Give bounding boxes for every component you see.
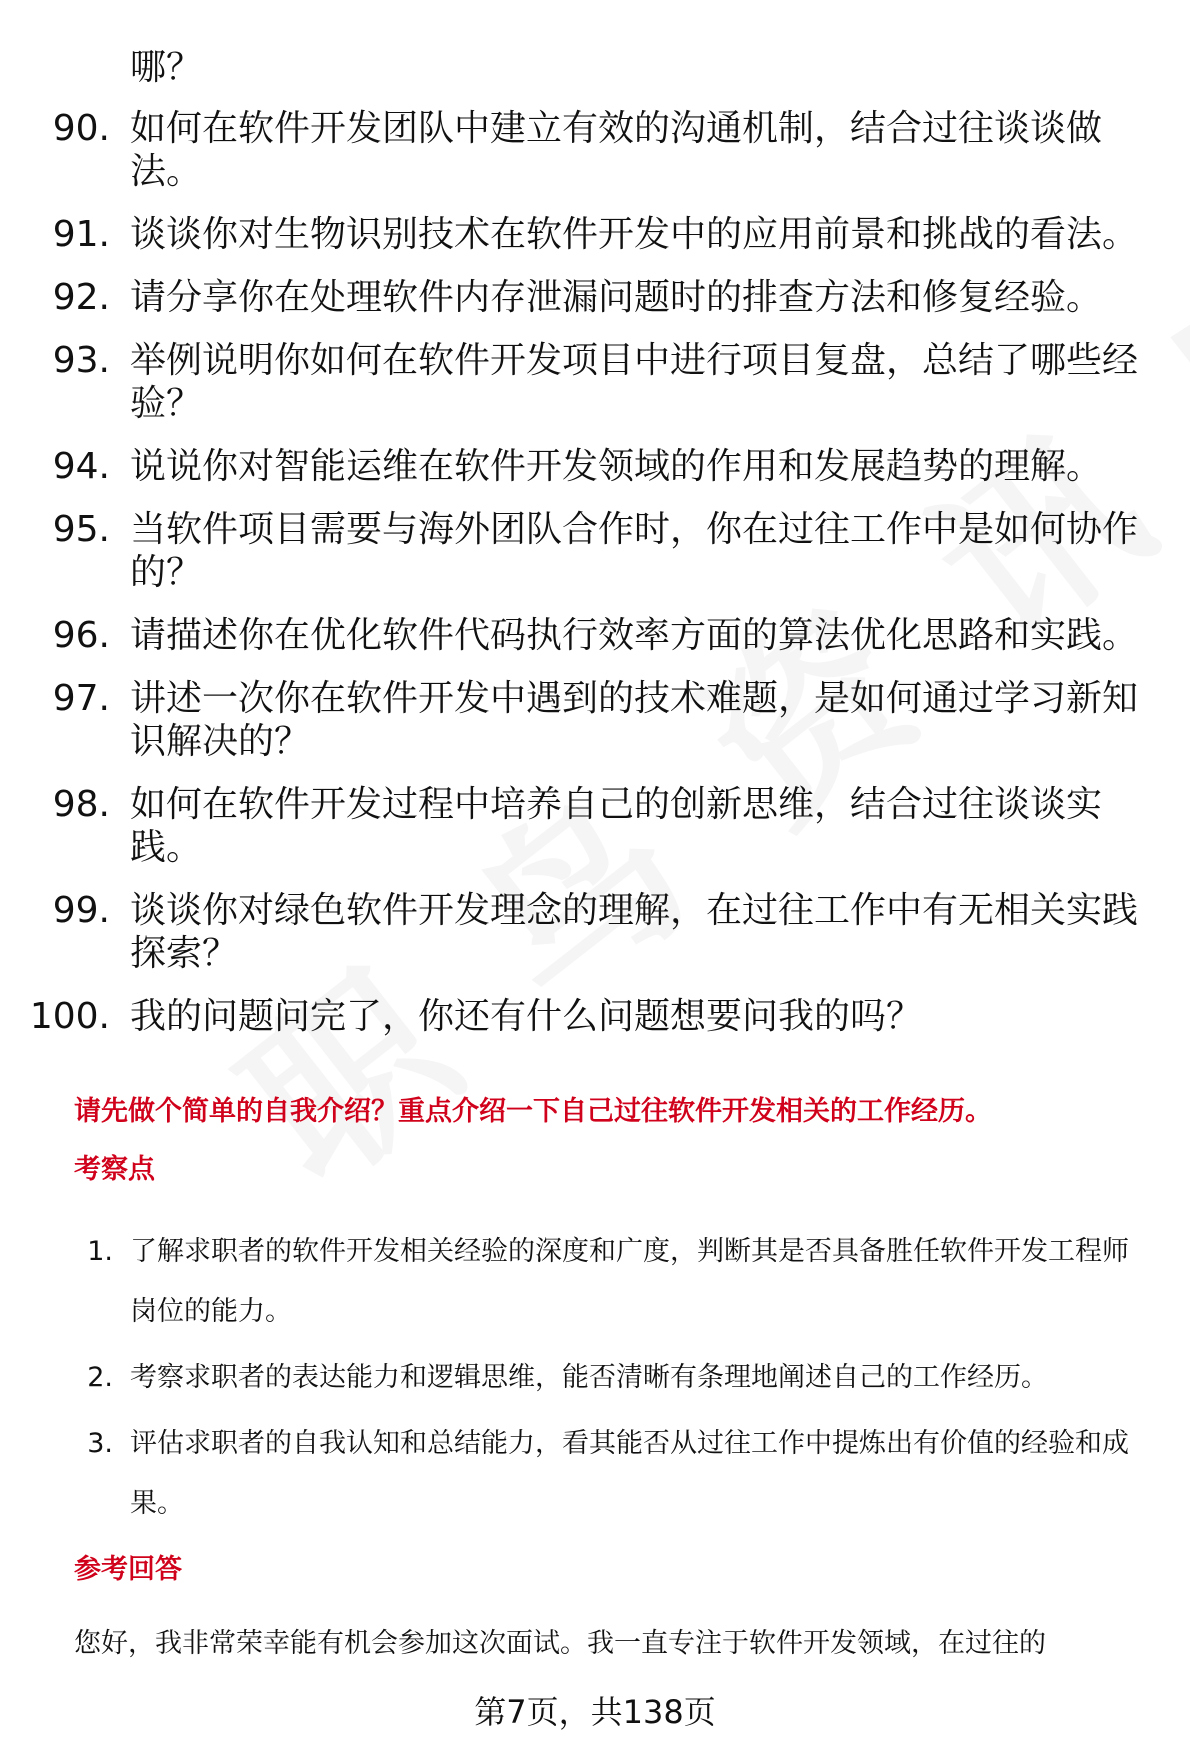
question-number: 94.: [52, 446, 110, 487]
list-item: [0, 614, 1190, 657]
point-text: 了解求职者的软件开发相关经验的深度和广度，判断其是否具备胜任软件开发工程师岗位的能力。: [130, 1236, 1129, 1327]
question-text: 谈谈你对生物识别技术在软件开发中的应用前景和挑战的看法。: [130, 214, 1139, 255]
point-number: 2.: [87, 1362, 113, 1393]
question-text: 说说你对智能运维在软件开发领域的作用和发展趋势的理解。: [130, 446, 1103, 487]
question-number: 100.: [29, 996, 110, 1037]
list-item: [0, 677, 1190, 763]
question-number: 95.: [52, 509, 110, 550]
question-number: 91.: [52, 214, 110, 255]
point-text: 考察求职者的表达能力和逻辑思维，能否清晰有条理地阐述自己的工作经历。: [130, 1362, 1048, 1393]
list-item: [0, 46, 1190, 89]
question-text: 如何在软件开发团队中建立有效的沟通机制，结合过往谈谈做法。: [130, 108, 1103, 192]
question-number: 93.: [52, 340, 110, 381]
point-text: 评估求职者的自我认知和总结能力，看其能否从过往工作中提炼出有价值的经验和成果。: [130, 1428, 1129, 1519]
question-text: 举例说明你如何在软件开发项目中进行项目复盘，总结了哪些经验？: [130, 340, 1139, 424]
list-item: [0, 1222, 1190, 1342]
question-text: 我的问题问完了，你还有什么问题想要问我的吗？: [130, 996, 923, 1037]
page-footer: 第7页，共138页: [474, 1693, 716, 1731]
answer-heading: 参考回答: [74, 1554, 182, 1585]
focus-points-list: [0, 1222, 1190, 1540]
question-number: 90.: [52, 108, 110, 149]
question-number: 98.: [52, 784, 110, 825]
question-text: 谈谈你对绿色软件开发理念的理解，在过往工作中有无相关实践探索？: [130, 890, 1139, 974]
list-item: [0, 107, 1190, 193]
list-item: [0, 783, 1190, 869]
question-number: 92.: [52, 277, 110, 318]
question-text: 讲述一次你在软件开发中遇到的技术难题，是如何通过学习新知识解决的？: [130, 678, 1139, 762]
list-item: [0, 276, 1190, 319]
list-item: [0, 445, 1190, 488]
list-item: [0, 1348, 1190, 1408]
question-text: 当软件项目需要与海外团队合作时，你在过往工作中是如何协作的？: [130, 509, 1139, 593]
question-text: 请分享你在处理软件内存泄漏问题时的排查方法和修复经验。: [130, 277, 1103, 318]
list-item: [0, 508, 1190, 594]
question-text: 请描述你在优化软件代码执行效率方面的算法优化思路和实践。: [130, 615, 1139, 656]
list-item: [0, 213, 1190, 256]
list-item: [0, 1414, 1190, 1534]
question-number: 99.: [52, 890, 110, 931]
question-list: [0, 46, 1190, 1058]
list-item: [0, 339, 1190, 425]
question-text: 哪？: [130, 47, 203, 88]
point-number: 3.: [87, 1428, 113, 1459]
list-item: [0, 995, 1190, 1038]
focus-heading: 考察点: [74, 1154, 155, 1185]
list-item: [0, 889, 1190, 975]
section-headline: 请先做个简单的自我介绍？重点介绍一下自己过往软件开发相关的工作经历。: [74, 1096, 992, 1127]
point-number: 1.: [87, 1236, 113, 1267]
question-number: 97.: [52, 678, 110, 719]
question-text: 如何在软件开发过程中培养自己的创新思维，结合过往谈谈实践。: [130, 784, 1103, 868]
answer-paragraph: 您好，我非常荣幸能有机会参加这次面试。我一直专注于软件开发领域，在过往的: [74, 1628, 1046, 1659]
question-number: 96.: [52, 615, 110, 656]
